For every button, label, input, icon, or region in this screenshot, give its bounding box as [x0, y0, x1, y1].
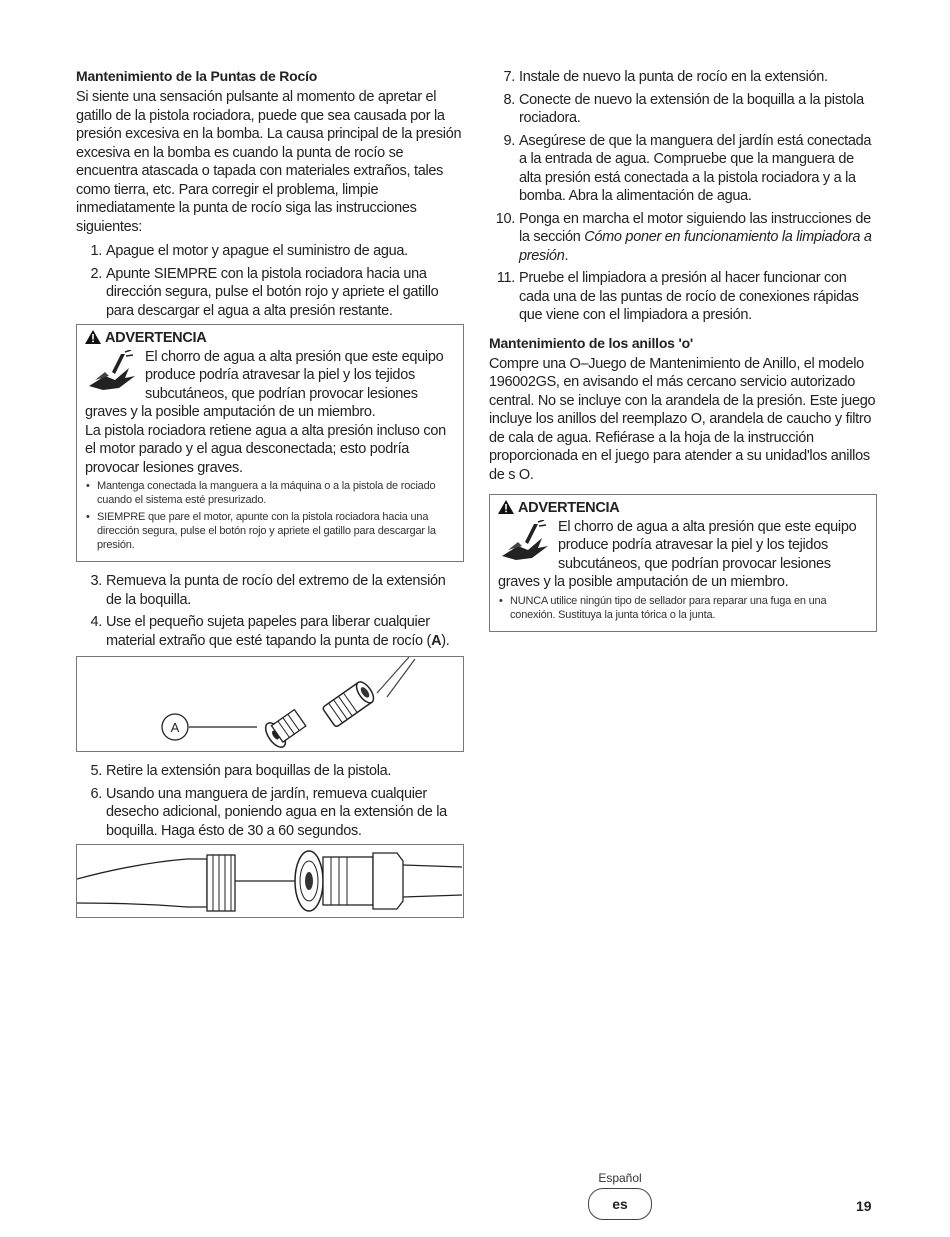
warning-bullets [498, 594, 870, 622]
list-item: 7. Instale de nuevo la punta de rocío en la extensión. [503, 69, 828, 85]
warning-bullets [85, 479, 457, 552]
steps-list-b [76, 572, 464, 650]
steps-list-a [76, 242, 464, 320]
list-item: 9. Asegúrese de que la manguera del jardín está conectada a la entrada de agua. Compruebe que la manguera de alta presión está conectada a la pistola rociadora y a la bomba. Abra la alimentación de agua. [503, 132, 872, 204]
warning-title: ADVERTENCIA [518, 500, 620, 516]
page-number: 19 [856, 1198, 872, 1214]
footer-language: Español [598, 1171, 642, 1185]
warning-box-pressure [76, 324, 464, 562]
list-item: 4. Use el pequeño sujeta papeles para liberar cualquier material extraño que esté tapando la punta de rocío (A). [90, 614, 450, 649]
warning-title: ADVERTENCIA [105, 330, 207, 346]
section-heading-o-rings: Mantenimiento de los anillos 'o' [489, 334, 694, 351]
warning-triangle-icon [85, 330, 101, 344]
language-badge: es [588, 1188, 652, 1220]
hand-injection-hazard-icon [498, 520, 552, 566]
list-item: • NUNCA utilice ningún tipo de sellador para reparar una fuga en una conexión. Sustituya la junta tórica o la junta. [498, 594, 870, 622]
list-item: 3. Remueva la punta de rocío del extremo de la extensión de la boquilla. [90, 573, 446, 608]
list-item: • SIEMPRE que pare el motor, apunte con la pistola rociadora hacia una dirección segura, pulse el botón rojo y apriete el gatillo para descargar la presión. [85, 510, 457, 552]
hose-connection-illustration [77, 845, 462, 917]
warning-box-o-rings [489, 494, 877, 632]
steps-list-d [489, 68, 877, 325]
list-item: 6. Usando una manguera de jardín, remueva cualquier desecho adicional, poniendo agua en la extensión de la boquilla. Haga ésto de 30 a 60 segundos. [90, 785, 447, 839]
list-item: 5. Retire la extensión para boquillas de la pistola. [90, 763, 392, 779]
list-item: 11. Pruebe el limpiadora a presión al hacer funcionar con cada una de las puntas de rocío de conexiones rápidas que viene con el limpiadora a presión. [496, 270, 859, 323]
spray-tips-intro: Si siente una sensación pulsante al momento de apretar el gatillo de la pistola rociadora, puede que sea causada por la presión excesiva en la bomba. La causa principal de la presión excesiva en la bomba es cuando la punta de rocío se encuentra atascada o tapada con materiales extraños, tales como tierra, etc. Para corregir el problema, limpie inmediatamente la punta de rocío siga las instrucciones siguientes: [76, 89, 462, 235]
figure-callout-a: A [170, 720, 180, 735]
list-item: 10. Ponga en marcha el motor siguiendo las instrucciones de la sección Cómo poner en funcionamiento la limpiadora a presión. [495, 210, 872, 264]
figure-spray-tip [76, 656, 464, 752]
spray-tip-illustration [77, 657, 462, 751]
steps-list-c [76, 762, 464, 840]
figure-hose-connection [76, 844, 464, 918]
list-item: 1. Apague el motor y apague el suministro de agua. [90, 243, 408, 259]
o-rings-paragraph: Compre una O–Juego de Mantenimiento de Anillo, el modelo 196002GS, en avisando el más cercano servicio autorizado central. No se incluye con la arandela de la presión. Este juego incluye los anillos del reemplazo O, arandela de caucho y filtro de cala de agua. Refiérase a la hoja de la instrucción proporcionada en el juego para atender a su unidad'los anillos de s O. [489, 355, 876, 483]
left-column [76, 68, 464, 928]
warning-lead-text: El chorro de agua a alta presión que este equipo produce podría atravesar la piel y los tejidos subcutáneos, que podrían provocar lesiones graves y la posible amputación de un miembro. [498, 518, 857, 590]
list-item: 2. Apunte SIEMPRE con la pistola rociadora hacia una dirección segura, pulse el botón rojo y apriete el gatillo para descargar el agua a alta presión restante. [90, 265, 439, 319]
right-column [489, 68, 877, 642]
section-heading-spray-tips: Mantenimiento de la Puntas de Rocío [76, 68, 318, 84]
hand-injection-hazard-icon [85, 350, 139, 396]
warning-lead-text: El chorro de agua a alta presión que este equipo produce podría atravesar la piel y los tejidos subcutáneos, que podrían provocar lesiones graves y la posible amputación de un miembro. [85, 348, 444, 420]
warning-body-text: La pistola rociadora retiene agua a alta presión incluso con el motor parado y el agua desconectada; esto podría provocar lesiones graves. [85, 422, 446, 476]
list-item: 8. Conecte de nuevo la extensión de la boquilla a la pistola rociadora. [503, 91, 864, 126]
warning-triangle-icon [498, 500, 514, 514]
list-item: • Mantenga conectada la manguera a la máquina o a la pistola de rociado cuando el sistema esté presurizado. [85, 479, 457, 507]
